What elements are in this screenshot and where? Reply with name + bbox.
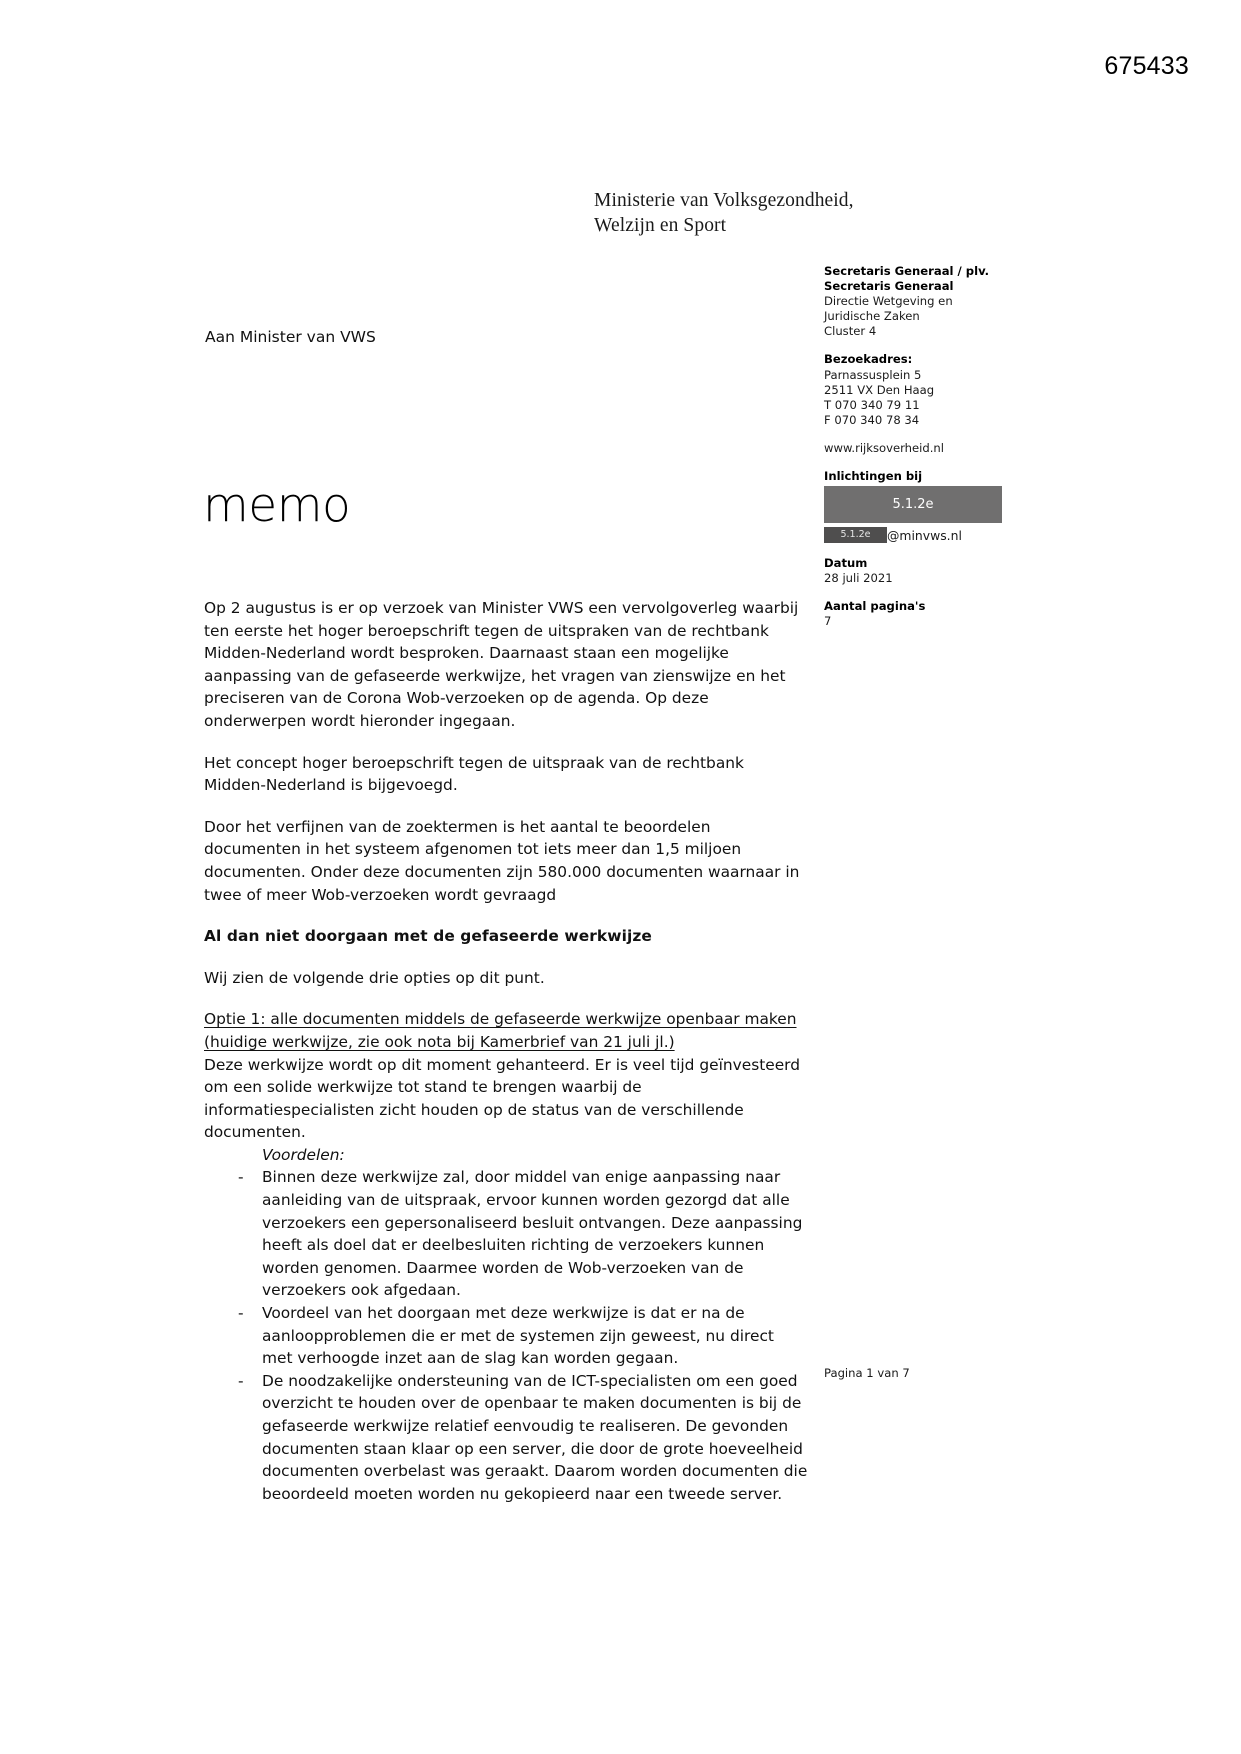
list-item-text: Binnen deze werkwijze zal, door middel van enige aanpassing naar aanleiding van de uitspraak, ervoor kunnen worden gezorgd dat alle verzoekers een gepersonaliseerd besluit ontvangen. Deze aanpassing heeft als doel dat er deelbesluiten richting de verzoekers kunnen worden genomen. Daarmee worden de Wob-verzoeken van de verzoekers ook afgedaan.: [262, 1168, 803, 1300]
option-1-heading: [204, 1008, 809, 1053]
visiting-address-label: Bezoekadres:: [824, 352, 913, 367]
list-item-text: De noodzakelijke ondersteuning van de ICT-specialisten om een goed overzicht te houden over de openbaar te maken documenten is bij de gefaseerde werkwijze relatief eenvoudig te realiseren. De gevonden documenten staan klaar op een server, die door de grote hoeveelheid documenten overbelast was geraakt. Daarom worden documenten die beoordeeld moeten worden nu gekopieerd naar een tweede server.: [262, 1371, 808, 1503]
page-title: memo: [203, 478, 351, 533]
contact-email: [824, 527, 1024, 543]
address-city: 2511 VX Den Haag: [824, 382, 935, 397]
phone-number: T 070 340 79 11: [824, 397, 920, 412]
section-heading: Al dan niet doorgaan met de gefaseerde werkwijze: [204, 927, 652, 946]
org-line-1: Secretaris Generaal / plv.: [824, 264, 990, 278]
redaction-box-email: 5.1.2e: [824, 527, 887, 543]
org-line-3: Directie Wetgeving en: [824, 294, 953, 309]
list-item-text: Voordeel van het doorgaan met deze werkwijze is dat er na de aanloopproblemen die er met de systemen zijn geweest, nu direct met verhoogde inzet aan de slag kan worden gegaan.: [262, 1304, 774, 1368]
option-1-heading-line-2: (huidige werkwijze, zie ook nota bij Kamerbrief van 21 juli jl.): [204, 1032, 675, 1051]
paragraph-appeal: Het concept hoger beroepschrift tegen de uitspraak van de rechtbank Midden-Nederland is bijgevoegd.: [204, 753, 744, 795]
date-value: 28 juli 2021: [824, 571, 893, 586]
bullet-marker: -: [238, 1304, 244, 1323]
page-footer: Pagina 1 van 7: [824, 1366, 910, 1380]
page-count-label: Aantal pagina's: [824, 599, 926, 614]
paragraph-search-terms: Door het verfijnen van de zoektermen is het aantal te beoordelen documenten in het systeem afgenomen tot iets meer dan 1,5 miljoen documenten. Onder deze documenten zijn 580.000 documenten waarnaar in twee of meer Wob-verzoeken wordt gevraagd: [204, 817, 800, 904]
organisation-block: [824, 264, 1024, 339]
advantages-label: Voordelen:: [262, 1145, 345, 1164]
meta-sidebar: [824, 264, 1024, 630]
fax-number: F 070 340 78 34: [824, 412, 920, 427]
list-item: [236, 1370, 809, 1506]
paragraph-option-1-description: Deze werkwijze wordt op dit moment gehanteerd. Er is veel tijd geïnvesteerd om een solide werkwijze tot stand te brengen waarbij de informatiespecialisten zicht houden op de status van de verschillende documenten.: [204, 1055, 801, 1142]
contact-block: [824, 469, 1024, 543]
ministry-line-2: Welzijn en Sport: [594, 215, 727, 236]
contact-label: Inlichtingen bij: [824, 469, 923, 484]
date-label: Datum: [824, 556, 868, 571]
website-url[interactable]: www.rijksoverheid.nl: [824, 440, 944, 455]
org-line-5: Cluster 4: [824, 324, 877, 339]
paragraph-options-intro: Wij zien de volgende drie opties op dit punt.: [204, 968, 545, 987]
redaction-box-name: 5.1.2e: [824, 486, 1002, 523]
bullet-marker: -: [238, 1168, 244, 1187]
advantages-list: [204, 1166, 809, 1505]
page-count-value: 7: [824, 614, 832, 629]
visiting-address-block: [824, 352, 1024, 427]
addressee: Aan Minister van VWS: [205, 328, 376, 346]
paragraph-intro: Op 2 augustus is er op verzoek van Minister VWS een vervolgoverleg waarbij ten eerste het hoger beroepschrift tegen de uitspraken van de rechtbank Midden-Nederland wordt besproken. Daarnaast staan een mogelijke aanpassing van de gefaseerde werkwijze, het vragen van zienswijze en het preciseren van de Corona Wob-verzoeken op de agenda. Op deze onderwerpen wordt hieronder ingegaan.: [204, 599, 799, 730]
option-1-heading-line-1: Optie 1: alle documenten middels de gefaseerde werkwijze openbaar maken: [204, 1010, 797, 1029]
org-line-4: Juridische Zaken: [824, 309, 920, 324]
ministry-line-1: Ministerie van Volksgezondheid,: [594, 190, 854, 211]
document-id: 675433: [1104, 52, 1189, 80]
bullet-marker: -: [238, 1371, 244, 1390]
email-domain: @minvws.nl: [887, 527, 962, 543]
document-body: [204, 597, 809, 1505]
website-block: [824, 441, 1024, 456]
org-line-2: Secretaris Generaal: [824, 279, 954, 294]
list-item: [236, 1302, 809, 1370]
date-block: [824, 556, 1024, 586]
address-street: Parnassusplein 5: [824, 367, 922, 382]
list-item: [236, 1166, 809, 1302]
page-count-block: [824, 599, 1024, 629]
ministry-logotype: [594, 188, 854, 238]
